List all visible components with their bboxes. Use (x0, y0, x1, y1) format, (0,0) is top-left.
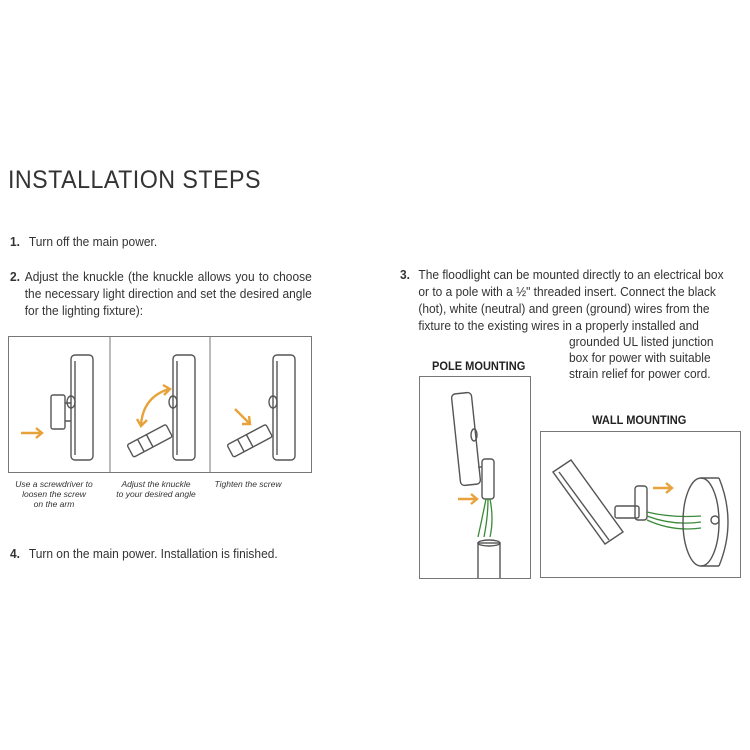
pole-icon (478, 540, 500, 578)
page-title: INSTALLATION STEPS (8, 166, 261, 194)
knuckle-drawing (9, 337, 311, 472)
step-text-line: grounded UL listed junction (569, 334, 714, 349)
junction-box-icon (683, 478, 728, 566)
step-number: 1. (10, 234, 20, 249)
floodlight-icon (127, 355, 195, 460)
arrow-icon (653, 483, 672, 493)
step-text (418, 266, 723, 334)
step-text-line: The floodlight can be mounted directly to an electrical box (418, 267, 724, 282)
pole-mounting-label: POLE MOUNTING (432, 359, 526, 373)
step-1 (10, 233, 286, 250)
step-3-tail (569, 334, 735, 382)
step-text-line: (hot), white (neutral) and green (ground) wires from the (418, 301, 710, 316)
pole-drawing (420, 377, 530, 578)
step-text-line: box for power with suitable (569, 350, 711, 365)
arrow-icon (21, 428, 42, 438)
caption-line: Adjust the knuckle (121, 479, 191, 489)
caption-line: Tighten the screw (214, 479, 282, 489)
knuckle-illustration (8, 336, 312, 473)
curved-arrow-icon (137, 385, 170, 426)
caption-tighten (208, 479, 288, 489)
arrow-icon (235, 409, 250, 424)
step-text: Turn on the main power. Installation is finished. (28, 546, 278, 561)
step-number: 2. (10, 269, 20, 284)
caption-loosen (6, 479, 102, 509)
wall-drawing (541, 432, 740, 577)
floodlight-icon (553, 460, 647, 544)
step-4 (10, 545, 314, 562)
caption-line: loosen the screw (22, 489, 86, 499)
step-3 (400, 266, 724, 334)
caption-line: on the arm (33, 499, 75, 509)
floodlight-icon (227, 355, 295, 460)
wall-mounting-label: WALL MOUNTING (592, 413, 687, 427)
step-2 (10, 268, 312, 319)
caption-line: to your desired angle (116, 489, 196, 499)
green-wire (647, 512, 701, 529)
step-text-line: fixture to the existing wires in a properly installed and (418, 318, 699, 333)
floodlight-icon (451, 392, 494, 499)
step-number: 4. (10, 546, 20, 561)
pole-mounting-illustration (419, 376, 531, 579)
step-text: Adjust the knuckle (the knuckle allows you to choose the necessary light direction and set the desired angle for the lighting fixture): (24, 269, 312, 318)
wall-mounting-illustration (540, 431, 741, 578)
step-number: 3. (400, 267, 410, 282)
floodlight-icon (51, 355, 93, 460)
green-wire (478, 499, 492, 537)
arrow-icon (458, 494, 477, 504)
step-text-line: or to a pole with a ½" threaded insert. Connect the black (418, 284, 716, 299)
caption-adjust (108, 479, 204, 499)
step-text-line: strain relief for power cord. (569, 366, 711, 381)
step-text: Turn off the main power. (28, 234, 158, 249)
caption-line: Use a screwdriver to (15, 479, 93, 489)
